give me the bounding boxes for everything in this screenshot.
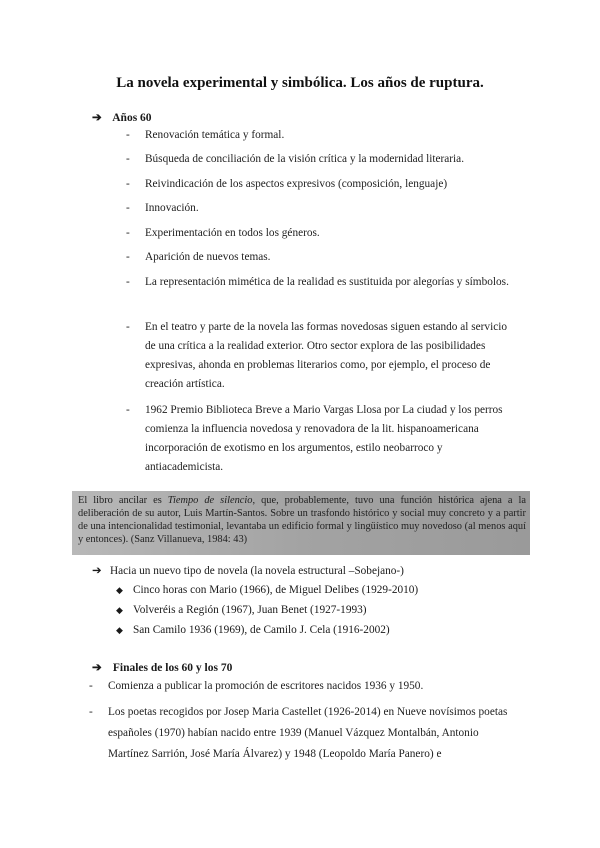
list-item [126, 150, 515, 169]
dash-marker: - [126, 178, 130, 190]
section-heading-finales-60-70 [92, 660, 232, 674]
bullet-item-text: Volveréis a Región (1967), Juan Benet (1927-1993) [133, 604, 367, 616]
list-item-text: Reivindicación de los aspectos expresivos (composición, lenguaje) [145, 178, 448, 190]
list-item-text: Búsqueda de conciliación de la visión crítica y la modernidad literaria. [145, 153, 465, 165]
list-item [89, 702, 508, 765]
dash-marker: - [126, 129, 130, 141]
arrow-icon: ➔ [92, 565, 102, 577]
dash-marker: - [126, 321, 130, 333]
quote-book-title: Tiempo de silencio [167, 495, 253, 506]
list-item [89, 677, 508, 696]
page-title: La novela experimental y simbólica. Los años de ruptura. [116, 75, 484, 91]
bullet-item [116, 601, 367, 620]
dash-marker: - [89, 706, 93, 718]
bullet-item-text: Cinco horas con Mario (1966), de Miguel Delibes (1929-2010) [133, 584, 419, 596]
list-item-text: En el teatro y parte de la novela las formas novedosas siguen estando al servicio de una crítica a la realidad exterior. Otro sector explora de las posibilidades expresivas, ahonda en problemas literarios como, por ejemplo, el proceso de creación artística. [145, 321, 508, 390]
arrow-icon: ➔ [92, 112, 102, 124]
list-item-text: Aparición de nuevos temas. [145, 251, 271, 263]
dash-marker: - [126, 251, 130, 263]
bullet-item [116, 621, 390, 640]
section-heading-anos-60 [92, 110, 152, 124]
list-item [126, 126, 515, 145]
list-item [126, 318, 515, 394]
list-item [126, 224, 515, 243]
list-item-text: Innovación. [145, 202, 199, 214]
list-item [126, 199, 515, 218]
subsection-heading-novela-estructural [92, 562, 404, 581]
quote-text-before: El libro ancilar es [78, 495, 168, 506]
dash-marker: - [126, 276, 130, 288]
list-item [126, 273, 515, 292]
dash-marker: - [89, 680, 93, 692]
bullet-item-text: San Camilo 1936 (1969), de Camilo J. Cela (1916-2002) [133, 624, 390, 636]
diamond-bullet-icon: ◆ [116, 585, 123, 595]
list-item-text: Comienza a publicar la promoción de escritores nacidos 1936 y 1950. [108, 680, 424, 692]
list-item-text: La representación mimética de la realidad es sustituida por alegorías y símbolos. [145, 276, 509, 288]
dash-marker: - [126, 202, 130, 214]
subsection-heading-label: Hacia un nuevo tipo de novela (la novela estructural –Sobejano-) [110, 565, 404, 577]
list-item-text: 1962 Premio Biblioteca Breve a Mario Vargas Llosa por La ciudad y los perros comienza la influencia novedosa y renovadora de la lit. hispanoamericana incorporación de exotismo en los argumentos, estilo neobarroco y antiacademicista. [145, 404, 503, 473]
bullet-item [116, 581, 419, 600]
section-heading-label: Finales de los 60 y los 70 [112, 662, 233, 674]
list-item [126, 248, 515, 267]
diamond-bullet-icon: ◆ [116, 605, 123, 615]
diamond-bullet-icon: ◆ [116, 625, 123, 635]
dash-marker: - [126, 153, 130, 165]
section-heading-label: Años 60 [112, 112, 152, 124]
list-item [126, 401, 515, 477]
list-item-text: Experimentación en todos los géneros. [145, 227, 320, 239]
quote-box [72, 491, 530, 555]
list-item-text: Los poetas recogidos por Josep Maria Castellet (1926-2014) en Nueve novísimos poetas españoles (1970) habían nacido entre 1939 (Manuel Vázquez Montalbán, Antonio Martínez Sarrión, José María Álvarez) y 1948 (Leopoldo María Panero) e [108, 706, 508, 760]
dash-marker: - [126, 227, 130, 239]
list-item-text: Renovación temática y formal. [145, 129, 285, 141]
arrow-icon: ➔ [92, 662, 102, 674]
list-item [126, 175, 515, 194]
dash-marker: - [126, 404, 130, 416]
quote-text-after: , que, probablemente, tuvo una función histórica ajena a la deliberación de su autor, Luis Martín-Santos. Sobre un trasfondo histórico y social muy concreto y a partir de una intencionalidad testimonial, levantaba un edificio formal y lingüístico muy novedoso (al menos aquí y entonces). (Sanz Villanueva, 1984: 43) [78, 495, 527, 545]
